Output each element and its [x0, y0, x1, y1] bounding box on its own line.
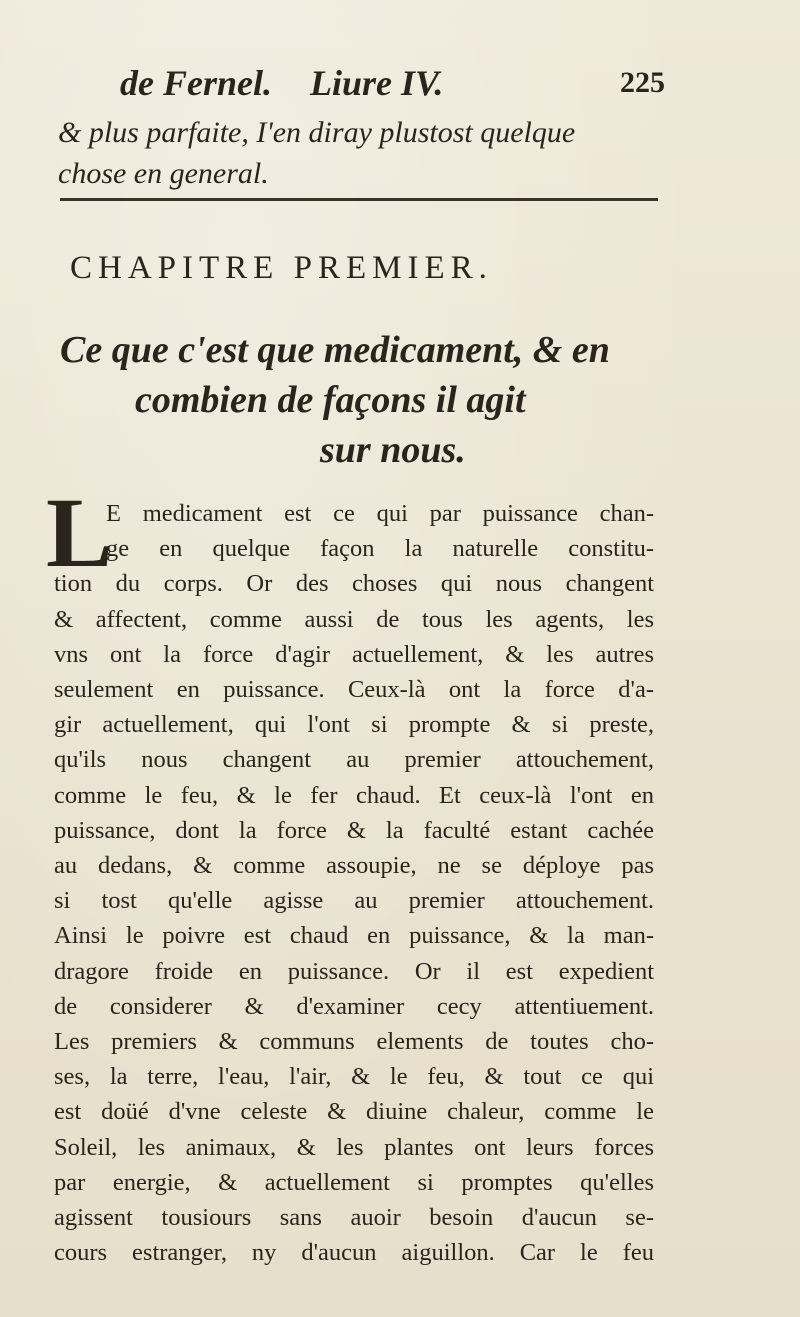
body-line: gir actuellement, qui l'ont si prompte & si preste,	[54, 711, 654, 739]
body-line: de considerer & d'examiner cecy attentiuement.	[54, 992, 654, 1020]
page-number: 225	[620, 66, 665, 99]
body-paragraph	[54, 496, 654, 1270]
running-head-book: Liure IV.	[310, 63, 444, 103]
body-line: seulement en puissance. Ceux-là ont la force d'a-	[54, 676, 654, 704]
body-line: Les premiers & communs elements de toutes cho-	[54, 1028, 654, 1056]
body-line: est doüé d'vne celeste & diuine chaleur, comme le	[54, 1098, 654, 1126]
body-line: vns ont la force d'agir actuellement, & les autres	[54, 640, 654, 668]
body-line: ge en quelque façon la naturelle constitu-	[106, 535, 654, 563]
drop-cap: L	[46, 477, 113, 588]
body-line: Ainsi le poivre est chaud en puissance, & la man-	[54, 922, 654, 950]
body-line: par energie, & actuellement si promptes qu'elles	[54, 1168, 654, 1196]
body-line: si tost qu'elle agisse au premier attouchement.	[54, 887, 654, 915]
body-line: ses, la terre, l'eau, l'air, & le feu, & tout ce qui	[54, 1063, 654, 1091]
carry-over-line: chose en general.	[58, 157, 269, 190]
chapter-title	[60, 325, 680, 475]
body-line: au dedans, & comme assoupie, ne se déploye pas	[54, 852, 654, 880]
section-divider-rule	[60, 198, 658, 201]
body-line: qu'ils nous changent au premier attouchement,	[54, 746, 654, 774]
running-head-author: de Fernel.	[120, 63, 272, 103]
body-line: & affectent, comme aussi de tous les agents, les	[54, 605, 654, 633]
body-line: Soleil, les animaux, & les plantes ont leurs forces	[54, 1133, 654, 1161]
chapter-title-line: sur nous.	[320, 429, 466, 471]
chapter-heading: CHAPITRE PREMIER.	[70, 250, 493, 286]
body-line: tion du corps. Or des choses qui nous changent	[54, 570, 654, 598]
carry-over-text	[58, 112, 658, 194]
body-line: comme le feu, & le fer chaud. Et ceux-là l'ont en	[54, 781, 654, 809]
running-head	[120, 62, 665, 106]
body-line: puissance, dont la force & la faculté estant cachée	[54, 816, 654, 844]
carry-over-line: & plus parfaite, I'en diray plustost quelque	[58, 116, 576, 149]
body-line: agissent tousiours sans auoir besoin d'aucun se-	[54, 1204, 654, 1232]
body-line: E medicament est ce qui par puissance chan-	[106, 500, 654, 527]
chapter-title-line: Ce que c'est que medicament, & en	[60, 329, 610, 371]
body-line: cours estranger, ny d'aucun aiguillon. Car le feu	[54, 1239, 654, 1267]
chapter-title-line: combien de façons il agit	[135, 379, 526, 421]
body-line: dragore froide en puissance. Or il est expedient	[54, 957, 654, 985]
